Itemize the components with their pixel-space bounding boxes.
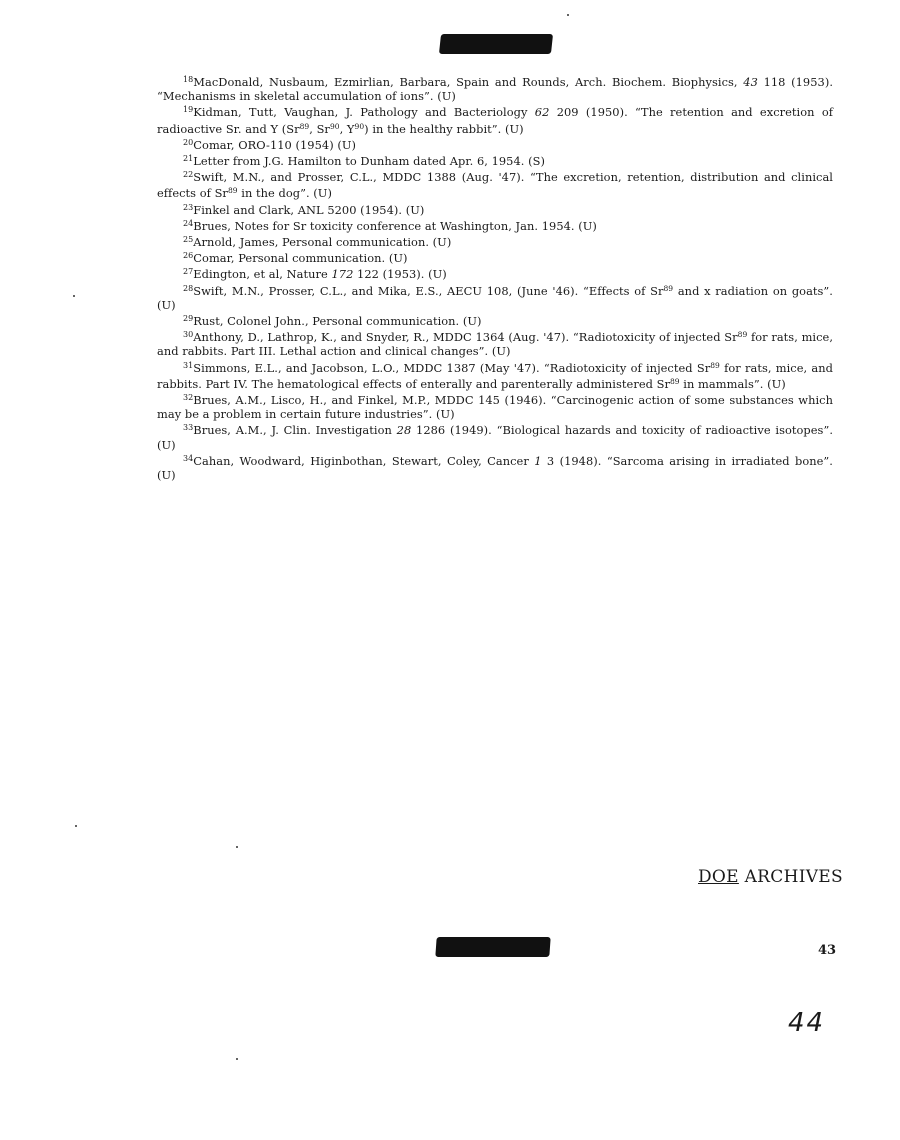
reference-text: Arnold, James, Personal communication. (U) xyxy=(193,235,452,250)
reference-text: 3 (1948). “Sarcoma arising in irradiated bone”. (U) xyxy=(157,453,833,483)
reference-text: Brues, A.M., Lisco, H., and Finkel, M.P., MDDC 145 (1946). “Carcinogenic action of some substances which may be a problem in certain future industries”. (U) xyxy=(157,393,833,422)
reference-item xyxy=(157,312,833,328)
reference-text: Cahan, Woodward, Higinbothan, Stewart, Coley, Cancer xyxy=(193,453,535,468)
scan-speck xyxy=(567,14,569,16)
scan-speck xyxy=(236,1058,238,1060)
reference-item xyxy=(157,136,833,152)
reference-text: Finkel and Clark, ANL 5200 (1954). (U) xyxy=(193,202,425,217)
reference-text: for rats, mice, and rabbits. Part III. Lethal action and clinical changes”. (U) xyxy=(157,330,833,359)
reference-text: , Sr xyxy=(309,121,330,136)
archive-stamp xyxy=(698,867,843,887)
redaction-bar-top xyxy=(439,34,553,54)
reference-item xyxy=(157,359,833,391)
reference-text: 1286 (1949). “Biological hazards and toxicity of radioactive isotopes”. (U) xyxy=(157,423,833,452)
reference-item xyxy=(157,103,833,135)
reference-item xyxy=(157,249,833,265)
footnote-marker: 34 xyxy=(183,453,194,463)
reference-text: 209 (1950). “The retention and excretion of radioactive Sr. and Y (Sr xyxy=(157,105,834,136)
handwritten-page-number: 44 xyxy=(788,1008,826,1038)
reference-item xyxy=(157,217,833,233)
footnote-marker: 23 xyxy=(183,202,194,212)
volume-number: 172 xyxy=(331,267,354,282)
reference-text: Anthony, D., Lathrop, K., and Snyder, R., MDDC 1364 (Aug. '47). “Radiotoxicity of injected Sr xyxy=(193,330,738,345)
reference-item xyxy=(157,152,833,168)
reference-item xyxy=(157,452,833,482)
reference-text: in mammals”. (U) xyxy=(679,376,786,391)
isotope-superscript: 89 xyxy=(227,186,238,196)
reference-text: Rust, Colonel John., Personal communication. (U) xyxy=(193,314,482,329)
footnote-marker: 19 xyxy=(183,105,194,115)
reference-item xyxy=(157,265,833,281)
reference-text: Comar, Personal communication. (U) xyxy=(193,251,408,266)
reference-text: and x radiation on goats”. (U) xyxy=(157,283,833,312)
footnote-marker: 20 xyxy=(183,137,194,147)
reference-text: Brues, Notes for Sr toxicity conference at Washington, Jan. 1954. (U) xyxy=(193,218,597,233)
reference-text: 118 (1953). “Mechanisms in skeletal accumulation of ions”. (U) xyxy=(157,75,833,104)
footnote-marker: 18 xyxy=(183,75,194,84)
reference-item xyxy=(157,328,833,358)
footnote-marker: 25 xyxy=(183,235,194,245)
reference-text: MacDonald, Nusbaum, Ezmirlian, Barbara, Spain and Rounds, Arch. Biochem. Biophysics, xyxy=(193,75,744,89)
footnote-marker: 28 xyxy=(183,283,194,293)
reference-text: Simmons, E.L., and Jacobson, L.O., MDDC 1387 (May '47). “Radiotoxicity of injected Sr xyxy=(193,360,711,375)
reference-text: Swift, M.N., Prosser, C.L., and Mika, E.S., AECU 108, (June '46). “Effects of Sr xyxy=(193,283,664,298)
scan-speck xyxy=(75,825,77,827)
reference-text: Brues, A.M., J. Clin. Investigation xyxy=(193,423,397,438)
scan-speck xyxy=(236,846,238,848)
reference-text: for rats, mice, and rabbits. Part IV. The hematological effects of enterally and parenterally administered Sr xyxy=(157,360,833,391)
footnote-marker: 30 xyxy=(183,330,194,340)
reference-text: , Y xyxy=(339,121,355,136)
isotope-superscript: 89 xyxy=(710,360,720,370)
reference-list xyxy=(157,73,833,482)
page-number: 43 xyxy=(818,943,837,958)
footnote-marker: 32 xyxy=(183,393,194,403)
reference-text: Swift, M.N., and Prosser, C.L., MDDC 1388 (Aug. '47). “The excretion, retention, distribution and clinical effects of Sr xyxy=(157,170,833,201)
volume-number: 28 xyxy=(396,423,412,438)
volume-number: 43 xyxy=(743,75,758,89)
reference-text: Letter from J.G. Hamilton to Dunham dated Apr. 6, 1954. (S) xyxy=(193,154,545,169)
reference-item xyxy=(157,421,833,451)
footnote-marker: 33 xyxy=(183,423,194,433)
isotope-superscript: 89 xyxy=(299,121,310,131)
reference-text: 122 (1953). (U) xyxy=(353,267,447,282)
footnote-marker: 22 xyxy=(183,170,194,180)
isotope-superscript: 89 xyxy=(669,376,680,386)
reference-item xyxy=(157,391,833,421)
footnote-marker: 26 xyxy=(183,251,194,261)
reference-text: ) in the healthy rabbit”. (U) xyxy=(364,121,524,136)
reference-item xyxy=(157,73,833,103)
reference-text: Edington, et al, Nature xyxy=(193,267,332,282)
reference-item xyxy=(157,233,833,249)
reference-text: Kidman, Tutt, Vaughan, J. Pathology and Bacteriology xyxy=(193,105,535,120)
redaction-bar-bottom xyxy=(435,937,550,957)
reference-item xyxy=(157,282,833,312)
isotope-superscript: 89 xyxy=(663,283,674,293)
footnote-marker: 21 xyxy=(183,154,194,164)
reference-item xyxy=(157,168,833,200)
footnote-marker: 31 xyxy=(183,360,194,370)
volume-number: 62 xyxy=(534,105,550,120)
archive-stamp-suffix: ARCHIVES xyxy=(738,867,843,887)
reference-text: in the dog”. (U) xyxy=(237,186,332,201)
archive-stamp-prefix: DOE xyxy=(698,867,739,887)
isotope-superscript: 89 xyxy=(737,330,748,340)
reference-text: Comar, ORO-110 (1954) (U) xyxy=(193,137,356,152)
isotope-superscript: 90 xyxy=(329,121,340,131)
footnote-marker: 24 xyxy=(183,218,194,228)
reference-item xyxy=(157,201,833,217)
scan-speck xyxy=(73,295,75,297)
footnote-marker: 29 xyxy=(183,314,194,324)
footnote-marker: 27 xyxy=(183,267,194,277)
isotope-superscript: 90 xyxy=(354,121,365,131)
volume-number: 1 xyxy=(534,453,542,468)
